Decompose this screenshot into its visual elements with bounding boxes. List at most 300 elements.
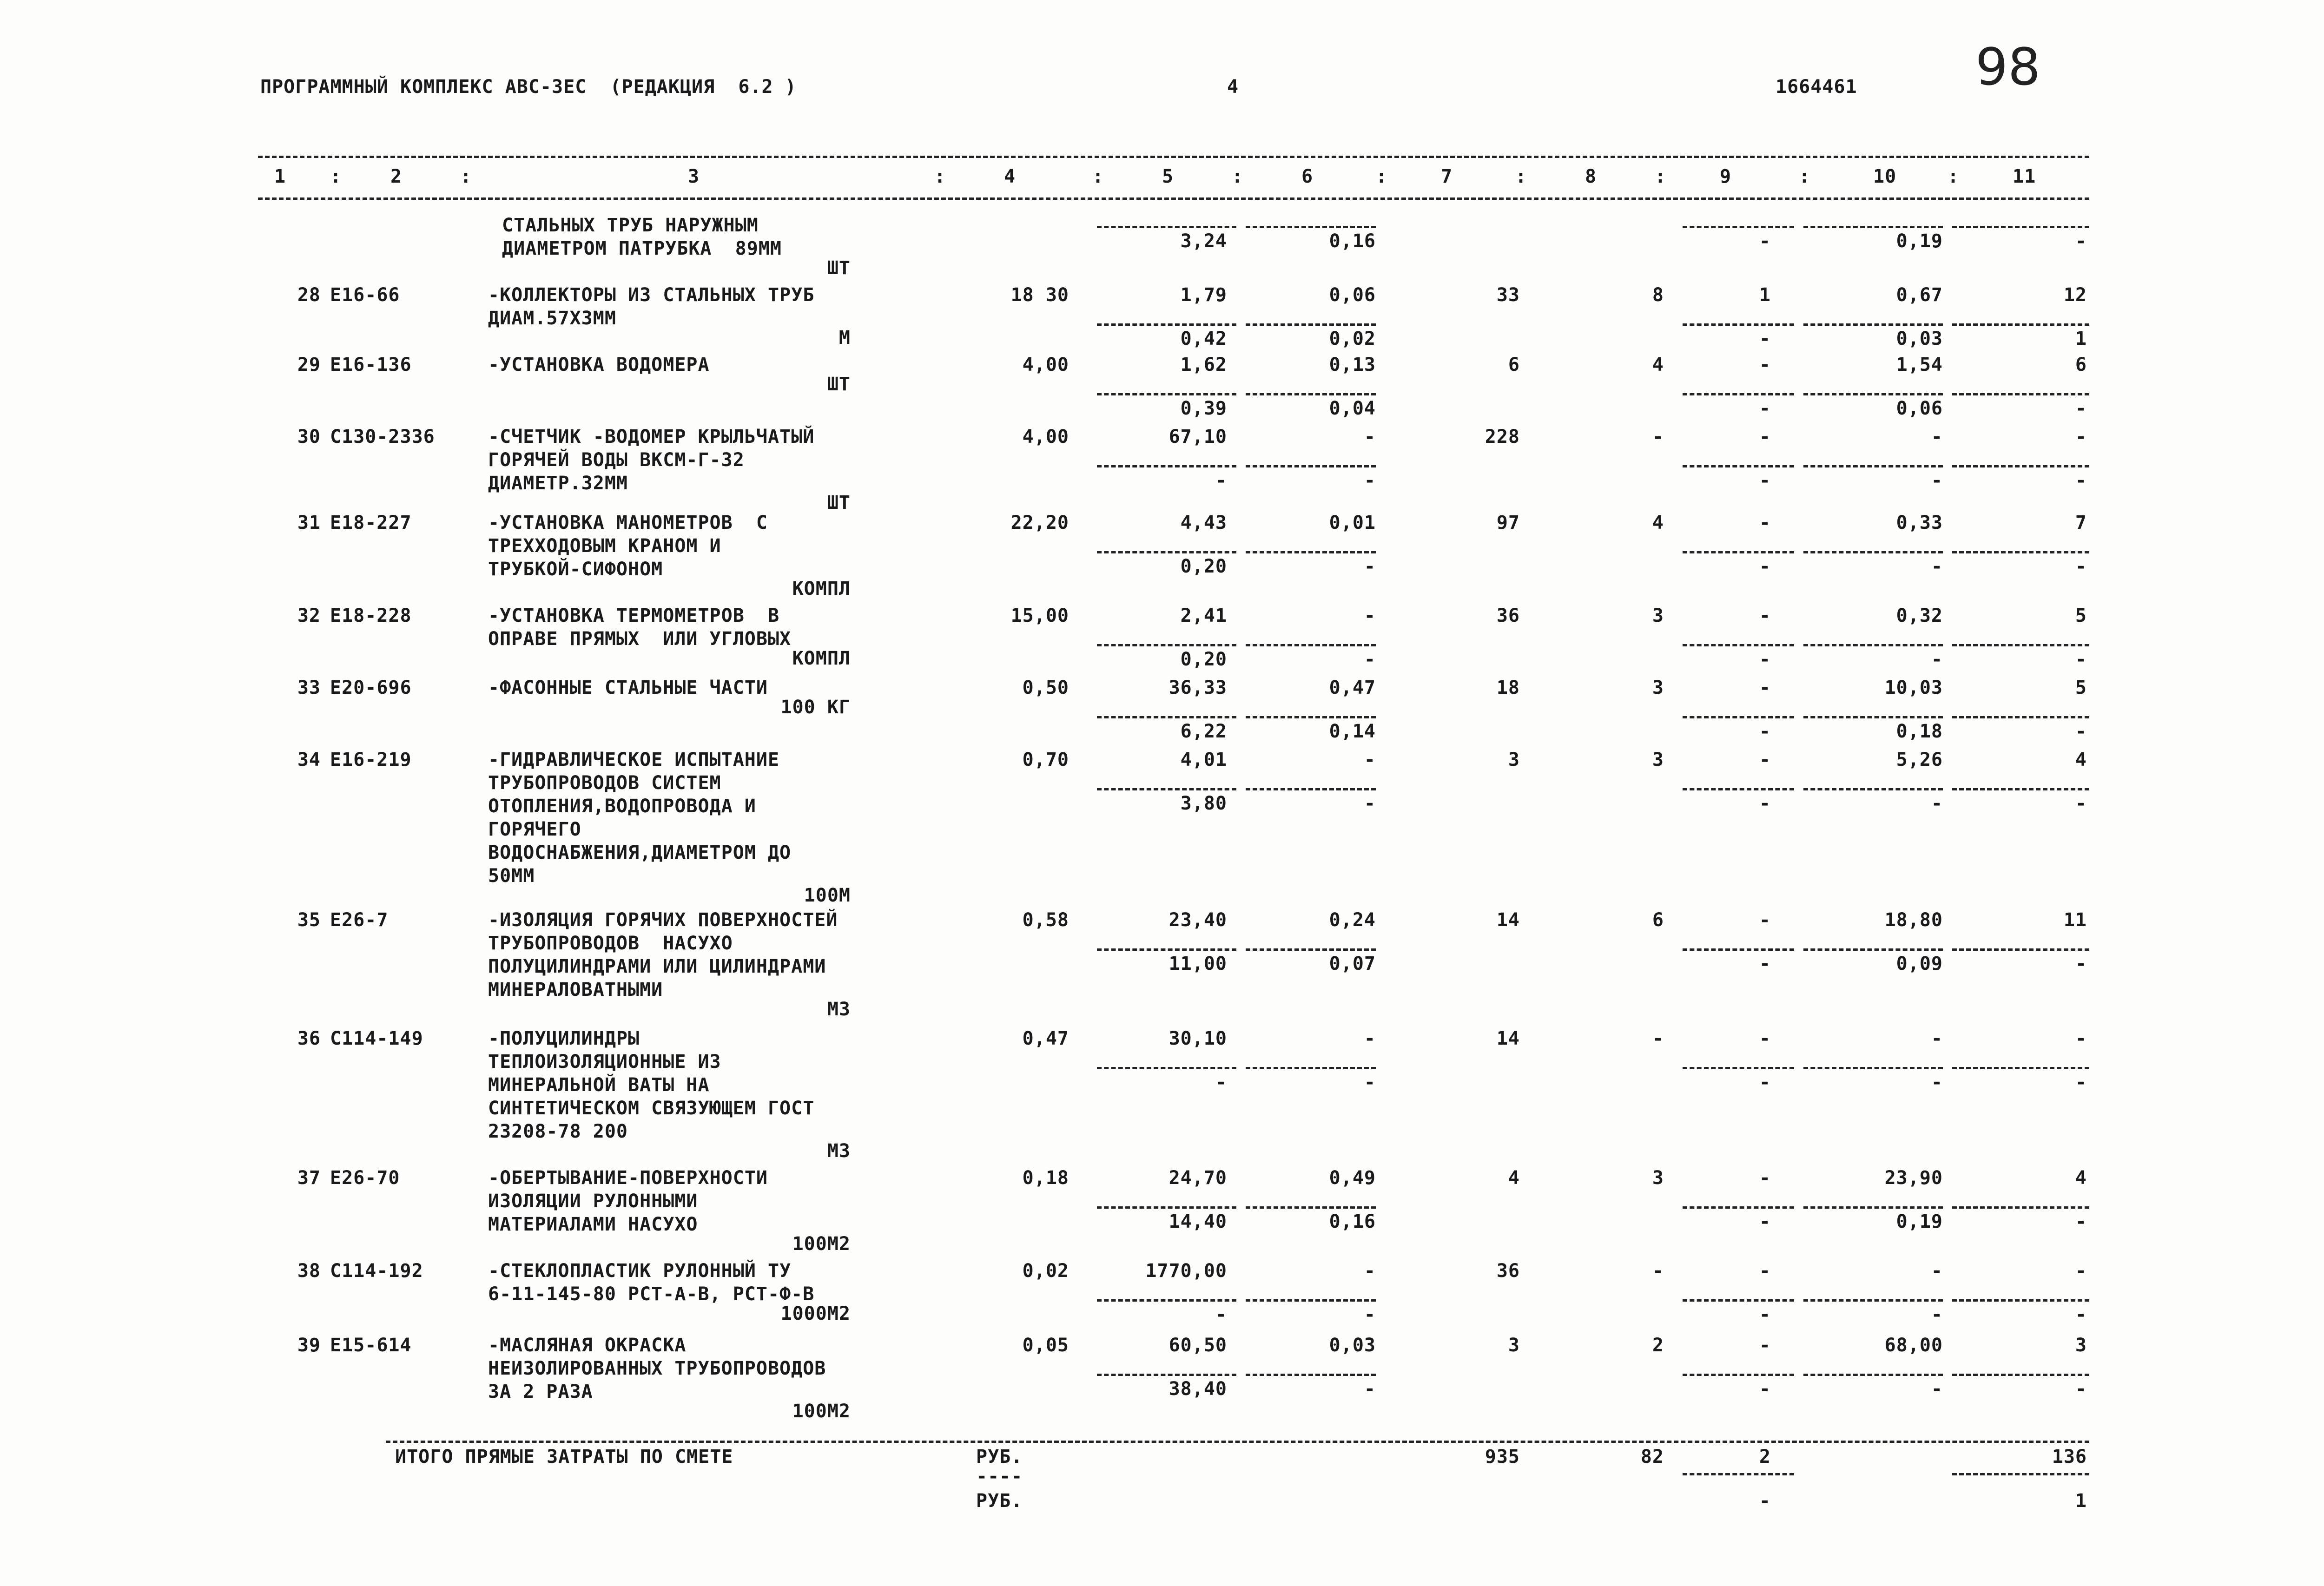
column-header-8: 8 <box>1585 166 1597 187</box>
row-c10b: 0,19 <box>1896 1211 1943 1232</box>
row-c6: 0,01 <box>1329 512 1376 533</box>
row-subtotal-rule <box>1803 716 1943 718</box>
row-subtotal-rule <box>1246 1299 1376 1302</box>
row-c6b: 0,16 <box>1329 230 1376 252</box>
row-number: 39 <box>297 1335 321 1356</box>
row-c7: 97 <box>1496 512 1520 533</box>
row-c9b: - <box>1759 721 1771 742</box>
row-unit: М3 <box>827 999 851 1020</box>
row-c11b: - <box>2075 230 2087 252</box>
row-c5: 1,79 <box>1180 284 1227 306</box>
row-subtotal-rule <box>1097 788 1236 790</box>
row-description: -ПОЛУЦИЛИНДРЫ ТЕПЛОИЗОЛЯЦИОННЫЕ ИЗ МИНЕРАЛЬНОЙ ВАТЫ НА СИНТЕТИЧЕСКОМ СВЯЗУЮЩЕМ ГОСТ 23208-78 200 <box>488 1028 815 1142</box>
row-subtotal-rule <box>1952 226 2089 228</box>
column-separator: : <box>1948 166 1960 187</box>
row-c11b: 1 <box>2075 328 2087 349</box>
row-number: 30 <box>297 426 321 448</box>
row-subtotal-rule <box>1683 788 1794 790</box>
row-c5: 1,62 <box>1180 354 1227 375</box>
row-c9b: - <box>1759 230 1771 252</box>
row-c9b: - <box>1759 328 1771 349</box>
row-subtotal-rule <box>1952 1299 2089 1302</box>
row-c7: 14 <box>1496 1028 1520 1049</box>
row-c9b: - <box>1759 953 1771 974</box>
row-code: Е26-7 <box>330 909 389 931</box>
row-c6: 0,03 <box>1329 1335 1376 1356</box>
row-unit: М <box>838 327 851 349</box>
total-rule <box>386 1441 2089 1443</box>
sheet-number: 4 <box>1227 76 1239 98</box>
row-number: 33 <box>297 677 321 698</box>
row-c11b: - <box>2075 649 2087 670</box>
row-c6b: - <box>1364 1304 1376 1325</box>
row-number: 38 <box>297 1260 321 1282</box>
row-c8: 4 <box>1652 354 1664 375</box>
row-subtotal-rule <box>1097 551 1236 553</box>
row-c6b: - <box>1364 1072 1376 1093</box>
row-c10b: - <box>1931 556 1943 577</box>
column-header-10: 10 <box>1873 166 1897 187</box>
row-c8: 3 <box>1652 605 1664 626</box>
row-c6: - <box>1364 426 1376 448</box>
row-number: 35 <box>297 909 321 931</box>
row-subtotal-rule <box>1246 716 1376 718</box>
row-subtotal-rule <box>1952 465 2089 467</box>
row-c10: - <box>1931 1260 1943 1282</box>
row-c5b: 3,80 <box>1180 793 1227 814</box>
row-c8: 3 <box>1652 677 1664 698</box>
row-subtotal-rule <box>1246 393 1376 395</box>
row-subtotal-rule <box>1952 1067 2089 1069</box>
row-c5b: 11,00 <box>1169 953 1227 974</box>
row-subtotal-rule <box>1803 644 1943 646</box>
row-c10: 10,03 <box>1884 677 1943 698</box>
row-unit: ШТ <box>827 374 851 395</box>
row-c4: 0,05 <box>1022 1335 1069 1356</box>
row-subtotal-rule <box>1683 226 1794 228</box>
row-unit: КОМПЛ <box>792 648 851 669</box>
row-subtotal-rule <box>1683 551 1794 553</box>
row-description: -ОБЕРТЫВАНИЕ-ПОВЕРХНОСТИ ИЗОЛЯЦИИ РУЛОННЫМИ МАТЕРИАЛАМИ НАСУХО <box>488 1167 768 1235</box>
row-unit: ШТ <box>827 257 851 279</box>
row-c7: 6 <box>1508 354 1520 375</box>
column-header-2: 2 <box>390 166 403 187</box>
row-subtotal-rule <box>1952 716 2089 718</box>
row-c8: 3 <box>1652 749 1664 770</box>
row-subtotal-rule <box>1683 1299 1794 1302</box>
row-subtotal-rule <box>1097 465 1236 467</box>
header-rule-bottom <box>258 197 2089 200</box>
total-c11b: 1 <box>2075 1490 2087 1512</box>
row-c6: - <box>1364 749 1376 770</box>
row-c11b: - <box>2075 470 2087 491</box>
total-currency-1: РУБ. <box>976 1446 1023 1468</box>
row-subtotal-rule <box>1683 393 1794 395</box>
row-subtotal-rule <box>1683 948 1794 951</box>
row-c5: 60,50 <box>1169 1335 1227 1356</box>
row-c5b: - <box>1215 1304 1227 1325</box>
row-c6b: 0,04 <box>1329 398 1376 419</box>
total-subrule <box>1683 1473 1794 1475</box>
row-subtotal-rule <box>1683 1374 1794 1376</box>
row-description: СТАЛЬНЫХ ТРУБ НАРУЖНЫМ ДИАМЕТРОМ ПАТРУБКА 89ММ <box>502 215 782 259</box>
row-number: 36 <box>297 1028 321 1049</box>
row-c9: - <box>1759 512 1771 533</box>
row-subtotal-rule <box>1246 551 1376 553</box>
row-subtotal-rule <box>1246 948 1376 951</box>
row-c10b: - <box>1931 649 1943 670</box>
row-subtotal-rule <box>1683 716 1794 718</box>
row-unit: КОМПЛ <box>792 578 851 599</box>
row-c5b: 0,20 <box>1180 649 1227 670</box>
row-c10b: 0,03 <box>1896 328 1943 349</box>
row-c10b: - <box>1931 793 1943 814</box>
column-separator: : <box>460 166 472 187</box>
row-c11b: - <box>2075 398 2087 419</box>
row-c6: 0,06 <box>1329 284 1376 306</box>
row-subtotal-rule <box>1952 551 2089 553</box>
row-subtotal-rule <box>1097 1374 1236 1376</box>
row-c6: - <box>1364 1028 1376 1049</box>
total-c11: 136 <box>2052 1446 2087 1468</box>
row-unit: М3 <box>827 1140 851 1162</box>
row-unit: ШТ <box>827 492 851 513</box>
row-subtotal-rule <box>1246 226 1376 228</box>
row-c9b: - <box>1759 398 1771 419</box>
row-c6: 0,49 <box>1329 1167 1376 1189</box>
program-title: ПРОГРАММНЫЙ КОМПЛЕКС АВС-ЗЕС (РЕДАКЦИЯ 6.2 ) <box>260 76 797 98</box>
row-code: С130-2336 <box>330 426 435 448</box>
row-c10b: 0,19 <box>1896 230 1943 252</box>
total-currency-dash: ---- <box>976 1466 1023 1487</box>
row-c8: 4 <box>1652 512 1664 533</box>
column-separator: : <box>1232 166 1244 187</box>
row-subtotal-rule <box>1683 465 1794 467</box>
row-subtotal-rule <box>1097 1067 1236 1069</box>
row-subtotal-rule <box>1246 465 1376 467</box>
row-c11: 3 <box>2075 1335 2087 1356</box>
row-subtotal-rule <box>1246 788 1376 790</box>
row-c10: 0,67 <box>1896 284 1943 306</box>
row-subtotal-rule <box>1097 1299 1236 1302</box>
row-subtotal-rule <box>1803 551 1943 553</box>
row-subtotal-rule <box>1803 393 1943 395</box>
row-c11b: - <box>2075 1072 2087 1093</box>
row-c6b: - <box>1364 1378 1376 1400</box>
row-code: Е16-136 <box>330 354 412 375</box>
row-c10: 5,26 <box>1896 749 1943 770</box>
column-separator: : <box>1515 166 1527 187</box>
row-subtotal-rule <box>1683 644 1794 646</box>
row-c9b: - <box>1759 793 1771 814</box>
column-separator: : <box>1655 166 1667 187</box>
row-c11b: - <box>2075 1211 2087 1232</box>
row-description: -СЧЕТЧИК -ВОДОМЕР КРЫЛЬЧАТЫЙ ГОРЯЧЕЙ ВОДЫ ВКСМ-Г-32 ДИАМЕТР.32ММ <box>488 426 815 494</box>
row-c5b: 0,20 <box>1180 556 1227 577</box>
row-subtotal-rule <box>1246 1206 1376 1209</box>
row-c9b: - <box>1759 1072 1771 1093</box>
row-subtotal-rule <box>1097 644 1236 646</box>
row-c10: 68,00 <box>1884 1335 1943 1356</box>
row-c4: 0,47 <box>1022 1028 1069 1049</box>
row-c10: 0,33 <box>1896 512 1943 533</box>
row-c5b: - <box>1215 1072 1227 1093</box>
document-number: 1664461 <box>1776 76 1857 98</box>
row-code: Е15-614 <box>330 1335 412 1356</box>
row-c9: - <box>1759 605 1771 626</box>
row-subtotal-rule <box>1246 323 1376 326</box>
row-c11: - <box>2075 1028 2087 1049</box>
row-c6: 0,13 <box>1329 354 1376 375</box>
row-unit: 100М2 <box>792 1401 851 1422</box>
row-c11b: - <box>2075 793 2087 814</box>
row-subtotal-rule <box>1097 323 1236 326</box>
row-c9: - <box>1759 909 1771 931</box>
row-subtotal-rule <box>1952 1374 2089 1376</box>
row-c10b: 0,09 <box>1896 953 1943 974</box>
row-subtotal-rule <box>1097 1206 1236 1209</box>
row-c5b: 0,42 <box>1180 328 1227 349</box>
column-header-11: 11 <box>2013 166 2036 187</box>
row-c10b: 0,18 <box>1896 721 1943 742</box>
row-c8: 8 <box>1652 284 1664 306</box>
row-c4: 22,20 <box>1010 512 1069 533</box>
row-c9: - <box>1759 426 1771 448</box>
row-c10: 23,90 <box>1884 1167 1943 1189</box>
row-c10: 18,80 <box>1884 909 1943 931</box>
row-c10: 1,54 <box>1896 354 1943 375</box>
row-description: -СТЕКЛОПЛАСТИК РУЛОННЫЙ ТУ 6-11-145-80 РСТ-А-В, РСТ-Ф-В <box>488 1260 815 1305</box>
row-description: -УСТАНОВКА ВОДОМЕРА <box>488 354 710 375</box>
row-c8: - <box>1652 1260 1664 1282</box>
row-code: Е16-66 <box>330 284 400 306</box>
row-c9b: - <box>1759 1304 1771 1325</box>
row-c11: 7 <box>2075 512 2087 533</box>
row-c10b: - <box>1931 470 1943 491</box>
row-c7: 3 <box>1508 1335 1520 1356</box>
row-c9: - <box>1759 1028 1771 1049</box>
row-subtotal-rule <box>1246 1067 1376 1069</box>
row-subtotal-rule <box>1097 716 1236 718</box>
row-subtotal-rule <box>1952 323 2089 326</box>
row-c6: - <box>1364 605 1376 626</box>
row-c9: - <box>1759 354 1771 375</box>
row-c10: 0,32 <box>1896 605 1943 626</box>
row-c11: - <box>2075 426 2087 448</box>
row-number: 28 <box>297 284 321 306</box>
row-subtotal-rule <box>1097 226 1236 228</box>
row-number: 29 <box>297 354 321 375</box>
row-c5: 4,01 <box>1180 749 1227 770</box>
column-separator: : <box>1376 166 1388 187</box>
row-c7: 3 <box>1508 749 1520 770</box>
row-subtotal-rule <box>1683 1067 1794 1069</box>
row-c11b: - <box>2075 721 2087 742</box>
row-c9b: - <box>1759 1378 1771 1400</box>
row-c5b: 38,40 <box>1169 1378 1227 1400</box>
row-c9: - <box>1759 1335 1771 1356</box>
row-c8: 6 <box>1652 909 1664 931</box>
row-number: 37 <box>297 1167 321 1189</box>
row-c10b: - <box>1931 1304 1943 1325</box>
column-separator: : <box>330 166 342 187</box>
row-c11b: - <box>2075 953 2087 974</box>
row-c6: 0,24 <box>1329 909 1376 931</box>
row-code: С114-192 <box>330 1260 423 1282</box>
row-c11: 6 <box>2075 354 2087 375</box>
row-c5b: 6,22 <box>1180 721 1227 742</box>
page-number: 98 <box>1975 37 2040 97</box>
row-c6b: 0,07 <box>1329 953 1376 974</box>
column-separator: : <box>934 166 946 187</box>
row-c4: 0,58 <box>1022 909 1069 931</box>
row-c9b: - <box>1759 1211 1771 1232</box>
row-c4: 15,00 <box>1010 605 1069 626</box>
row-unit: 100 КГ <box>780 697 851 718</box>
row-c4: 4,00 <box>1022 426 1069 448</box>
row-description: -ФАСОННЫЕ СТАЛЬНЫЕ ЧАСТИ <box>488 677 768 698</box>
row-c10: - <box>1931 1028 1943 1049</box>
row-c4: 4,00 <box>1022 354 1069 375</box>
row-description: -МАСЛЯНАЯ ОКРАСКА НЕИЗОЛИРОВАННЫХ ТРУБОПРОВОДОВ ЗА 2 РАЗА <box>488 1335 826 1402</box>
row-c9b: - <box>1759 649 1771 670</box>
row-subtotal-rule <box>1803 1374 1943 1376</box>
row-c6b: - <box>1364 793 1376 814</box>
row-c5: 67,10 <box>1169 426 1227 448</box>
row-c6b: 0,02 <box>1329 328 1376 349</box>
row-c5b: 0,39 <box>1180 398 1227 419</box>
row-c6b: 0,16 <box>1329 1211 1376 1232</box>
row-c5b: 14,40 <box>1169 1211 1227 1232</box>
row-c4: 0,50 <box>1022 677 1069 698</box>
row-c11: 11 <box>2063 909 2087 931</box>
row-c10b: 0,06 <box>1896 398 1943 419</box>
column-header-1: 1 <box>274 166 286 187</box>
row-c6b: 0,14 <box>1329 721 1376 742</box>
row-code: Е18-227 <box>330 512 412 533</box>
row-subtotal-rule <box>1952 788 2089 790</box>
total-subrule <box>1952 1473 2089 1475</box>
row-description: -КОЛЛЕКТОРЫ ИЗ СТАЛЬНЫХ ТРУБ ДИАМ.57Х3ММ <box>488 284 815 329</box>
row-c7: 228 <box>1485 426 1520 448</box>
row-unit: 100М2 <box>792 1233 851 1255</box>
row-c5: 1770,00 <box>1145 1260 1227 1282</box>
row-c7: 33 <box>1496 284 1520 306</box>
total-c9: 2 <box>1759 1446 1771 1468</box>
row-code: Е16-219 <box>330 749 412 770</box>
row-subtotal-rule <box>1803 323 1943 326</box>
header-rule-top <box>258 156 2089 158</box>
column-header-9: 9 <box>1720 166 1732 187</box>
row-c8: 3 <box>1652 1167 1664 1189</box>
row-c6b: - <box>1364 470 1376 491</box>
row-c4: 0,02 <box>1022 1260 1069 1282</box>
row-subtotal-rule <box>1803 1206 1943 1209</box>
row-number: 32 <box>297 605 321 626</box>
row-subtotal-rule <box>1952 1206 2089 1209</box>
row-c5: 4,43 <box>1180 512 1227 533</box>
total-c9b: - <box>1759 1490 1771 1512</box>
row-c11b: - <box>2075 1304 2087 1325</box>
row-number: 31 <box>297 512 321 533</box>
row-subtotal-rule <box>1097 393 1236 395</box>
column-separator: : <box>1092 166 1104 187</box>
row-c9: - <box>1759 1167 1771 1189</box>
row-c9: 1 <box>1759 284 1771 306</box>
row-c7: 14 <box>1496 909 1520 931</box>
row-description: -УСТАНОВКА ТЕРМОМЕТРОВ В ОПРАВЕ ПРЯМЫХ ИЛИ УГЛОВЫХ <box>488 605 792 650</box>
row-c7: 4 <box>1508 1167 1520 1189</box>
row-c5b: 3,24 <box>1180 230 1227 252</box>
column-header-7: 7 <box>1441 166 1453 187</box>
row-c11: 5 <box>2075 605 2087 626</box>
row-c11: 4 <box>2075 1167 2087 1189</box>
total-label: ИТОГО ПРЯМЫЕ ЗАТРАТЫ ПО СМЕТЕ <box>395 1446 733 1468</box>
column-header-3: 3 <box>688 166 700 187</box>
row-c6: 0,47 <box>1329 677 1376 698</box>
row-subtotal-rule <box>1803 1299 1943 1302</box>
row-c5: 24,70 <box>1169 1167 1227 1189</box>
row-subtotal-rule <box>1803 1067 1943 1069</box>
row-description: -ГИДРАВЛИЧЕСКОЕ ИСПЫТАНИЕ ТРУБОПРОВОДОВ СИСТЕМ ОТОПЛЕНИЯ,ВОДОПРОВОДА И ГОРЯЧЕГО ВОДОСНАБЖЕНИЯ,ДИАМЕТРОМ ДО 50ММ <box>488 749 792 887</box>
row-subtotal-rule <box>1246 644 1376 646</box>
row-c6: - <box>1364 1260 1376 1282</box>
row-c4: 0,70 <box>1022 749 1069 770</box>
row-description: -УСТАНОВКА МАНОМЕТРОВ С ТРЕХХОДОВЫМ КРАНОМ И ТРУБКОЙ-СИФОНОМ <box>488 512 768 580</box>
row-c11: - <box>2075 1260 2087 1282</box>
row-c8: - <box>1652 1028 1664 1049</box>
row-c5: 36,33 <box>1169 677 1227 698</box>
column-header-5: 5 <box>1162 166 1174 187</box>
row-c4: 0,18 <box>1022 1167 1069 1189</box>
row-subtotal-rule <box>1803 465 1943 467</box>
row-c11: 12 <box>2063 284 2087 306</box>
column-separator: : <box>1799 166 1811 187</box>
row-code: С114-149 <box>330 1028 423 1049</box>
row-c10: - <box>1931 426 1943 448</box>
row-c7: 36 <box>1496 1260 1520 1282</box>
row-subtotal-rule <box>1952 393 2089 395</box>
row-code: Е18-228 <box>330 605 412 626</box>
row-c9: - <box>1759 749 1771 770</box>
row-number: 34 <box>297 749 321 770</box>
row-subtotal-rule <box>1683 323 1794 326</box>
row-subtotal-rule <box>1952 948 2089 951</box>
row-c9: - <box>1759 677 1771 698</box>
row-subtotal-rule <box>1803 948 1943 951</box>
row-unit: 100М <box>804 885 851 906</box>
row-c11: 4 <box>2075 749 2087 770</box>
row-c8: 2 <box>1652 1335 1664 1356</box>
column-header-4: 4 <box>1004 166 1016 187</box>
row-c5: 30,10 <box>1169 1028 1227 1049</box>
row-c9b: - <box>1759 556 1771 577</box>
row-c11b: - <box>2075 556 2087 577</box>
row-c11: 5 <box>2075 677 2087 698</box>
row-c9b: - <box>1759 470 1771 491</box>
row-subtotal-rule <box>1683 1206 1794 1209</box>
row-code: Е20-696 <box>330 677 412 698</box>
row-c7: 18 <box>1496 677 1520 698</box>
row-subtotal-rule <box>1097 948 1236 951</box>
row-description: -ИЗОЛЯЦИЯ ГОРЯЧИХ ПОВЕРХНОСТЕЙ ТРУБОПРОВОДОВ НАСУХО ПОЛУЦИЛИНДРАМИ ИЛИ ЦИЛИНДРАМИ МИНЕРАЛОВАТНЫМИ <box>488 909 838 1000</box>
row-c5: 2,41 <box>1180 605 1227 626</box>
row-c8: - <box>1652 426 1664 448</box>
row-subtotal-rule <box>1803 788 1943 790</box>
row-c6b: - <box>1364 649 1376 670</box>
total-c8: 82 <box>1640 1446 1664 1468</box>
row-c5: 23,40 <box>1169 909 1227 931</box>
